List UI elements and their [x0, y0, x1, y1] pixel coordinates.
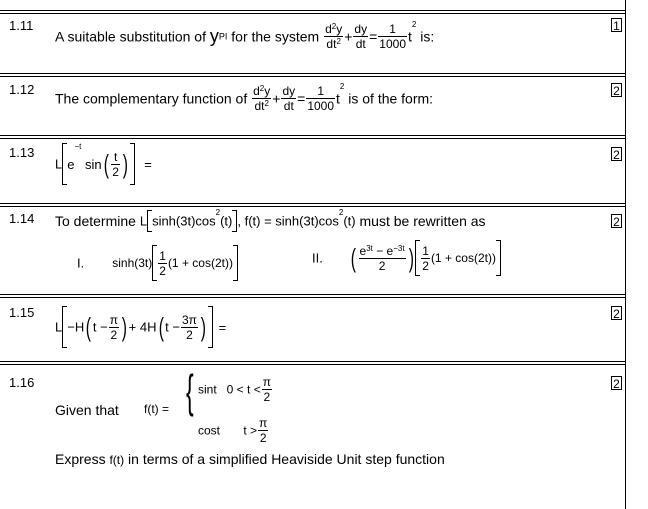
question-number: 1.15: [9, 305, 35, 320]
option-1: I. sinh(3t) $\frac{1}{2}$ (1 + cos(2t)): [77, 245, 238, 281]
row-divider: [0, 294, 626, 295]
question-number: 1.13: [9, 145, 35, 160]
piecewise-case-2: cost t > $\frac{\pi}{2}$: [198, 416, 268, 445]
mark-box: 1: [611, 18, 622, 32]
row-divider: [0, 10, 626, 11]
question-1-14-text: To determine L $\sinh(3t)\cos^2(t)$ , $f(t) = \sinh(3t)\cos^2(t)$ must be rewritten as: [55, 210, 486, 232]
question-number: 1.14: [9, 211, 35, 226]
row-divider: [0, 203, 626, 204]
row-divider: [0, 73, 626, 74]
mark-box: 2: [611, 214, 622, 228]
question-1-13-expression: L $e^{-t}$ sin( $\frac{t}{2}$ ) =: [55, 143, 152, 185]
option-2: II. ( $\frac{e^{3t} - e^{-3t}}{2}$ ) $\frac{1}{2}$ (1 + cos(2t)): [312, 240, 501, 276]
mark-box: 2: [611, 376, 622, 390]
question-number: 1.16: [9, 375, 35, 390]
brace: {: [186, 365, 194, 417]
question-number: 1.11: [9, 18, 34, 33]
right-border: [625, 0, 626, 509]
fraction: $\frac{d^2y}{dt^2}$: [325, 22, 343, 51]
piecewise-lhs: f(t) =: [144, 402, 170, 416]
mark-box: 2: [611, 147, 622, 161]
row-divider: [0, 361, 626, 362]
question-1-11-text: A suitable substitution of yPI for the system $\frac{d^2y}{dt^2}$ + $\frac{dy}{dt}$ = $\frac{1}{1000}$ $t^2$ is:: [55, 20, 435, 51]
question-1-15-expression: L −H( t − $\frac{\pi}{2}$ ) + 4H( t − $\frac{3\pi}{2}$ ) =: [55, 306, 226, 348]
question-1-12-text: The complementary function of $\frac{d^2y}{dt^2}$ + $\frac{dy}{dt}$ = $\frac{1}{1000}$ $t^2$ is of the form:: [55, 82, 434, 113]
question-number: 1.12: [9, 82, 35, 97]
express-instruction: Express f(t) in terms of a simplified Heaviside Unit step function: [55, 451, 445, 467]
mark-box: 2: [611, 83, 622, 97]
given-that-label: Given that: [55, 402, 119, 418]
row-divider: [0, 135, 626, 136]
mark-box: 2: [611, 306, 622, 320]
piecewise-case-1: sint 0 < t < $\frac{\pi}{2}$: [198, 375, 271, 404]
